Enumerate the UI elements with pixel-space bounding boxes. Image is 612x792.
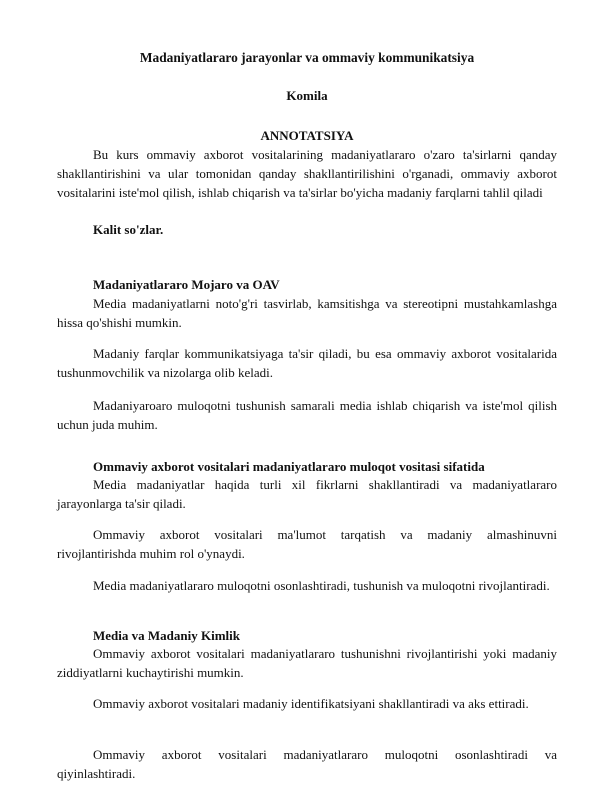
section-paragraph: Ommaviy axborot vositalari madaniyatlararo muloqotni osonlashtiradi va qiyinlashtiradi. bbox=[57, 747, 557, 781]
section-heading: Media va Madaniy Kimlik bbox=[93, 628, 240, 643]
paper-title: Madaniyatlararo jarayonlar va ommaviy kommunikatsiya bbox=[139, 50, 475, 65]
section-paragraph: Media madaniyatlarni noto'g'ri tasvirlab, kamsitishga va stereotipni mustahkamlashga hissa qo'shishi mumkin. bbox=[57, 296, 557, 330]
section-paragraph: Media madaniyatlar haqida turli xil fikrlarni shakllantiradi va madaniyatlararo jarayonlarga ta'sir qiladi. bbox=[57, 477, 557, 511]
section-paragraph: Ommaviy axborot vositalari madaniyatlararo tushunishni rivojlantirishi yoki madaniy ziddiyatlarni kuchaytirishi mumkin. bbox=[57, 646, 557, 680]
section-paragraph: Ommaviy axborot vositalari madaniy identifikatsiyani shakllantiradi va aks ettiradi. bbox=[93, 696, 529, 711]
author-name: Komila bbox=[286, 88, 328, 103]
section-heading: Ommaviy axborot vositalari madaniyatlararo muloqot vositasi sifatida bbox=[93, 459, 485, 474]
section-paragraph: Madaniyaroaro muloqotni tushunish samarali media ishlab chiqarish va iste'mol qilish uchun juda muhim. bbox=[57, 398, 557, 432]
annotation-text: Bu kurs ommaviy axborot vositalarining madaniyatlararo o'zaro ta'sirlarni qanday shakllantirishini va ular tomonidan qanday shakllantirilishini o'rganadi, ommaviy axborot vositalarini iste'mol qilish, ishlab chiqarish va ta'sirlar bo'yicha madaniy farqlarni tahlil qiladi bbox=[57, 147, 557, 200]
section-paragraph: Media madaniyatlararo muloqotni osonlashtiradi, tushunish va muloqotni rivojlantiradi. bbox=[93, 578, 550, 593]
section-paragraph: Ommaviy axborot vositalari ma'lumot tarqatish va madaniy almashinuvni rivojlantirishda muhim rol o'ynaydi. bbox=[57, 527, 557, 561]
section-heading: Madaniyatlararo Mojaro va OAV bbox=[93, 277, 280, 292]
section-paragraph: Madaniy farqlar kommunikatsiyaga ta'sir qiladi, bu esa ommaviy axborot vositalarida tushunmovchilik va nizolarga olib keladi. bbox=[57, 346, 557, 380]
keywords-label: Kalit so'zlar. bbox=[93, 222, 164, 237]
annotation-heading: ANNOTATSIYA bbox=[260, 128, 354, 143]
